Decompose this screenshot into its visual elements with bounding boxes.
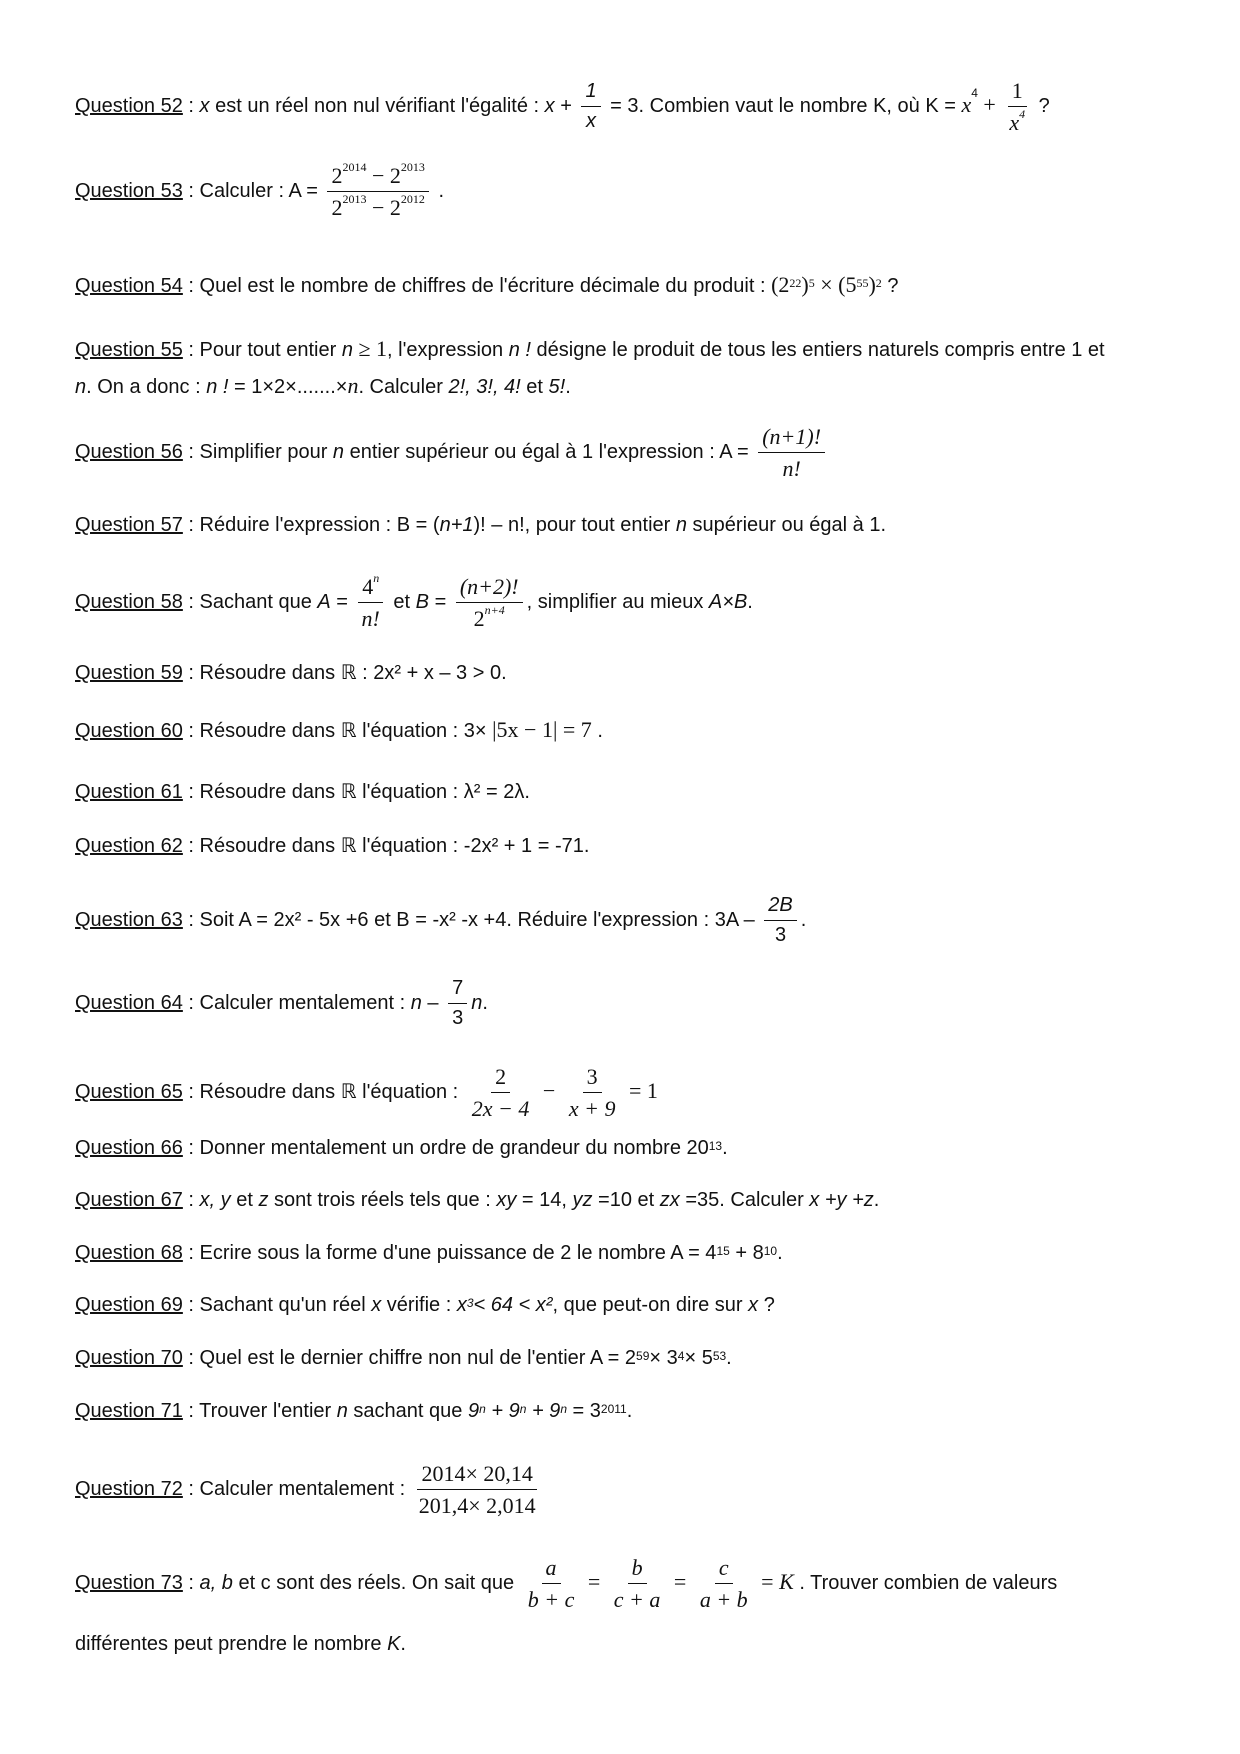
question-73: Question 73 : a, b et c sont des réels. On sait que $\frac{a}{b + c}$ = $\frac{b}{c + a}$ = $\frac{c}{a + b}$ = K . Trouver combien de valeurs différentes peut prendre le nombre K. xyxy=(75,1555,1058,1655)
question-56: Question 56 : Simplifier pour n entier supérieur ou égal à 1 l'expression : A = $\frac{(n+1)!}{n!}$ xyxy=(75,424,1180,482)
fraction: $\frac{a}{b + c}$ xyxy=(527,1555,575,1613)
question-71: Question 71 : Trouver l'entier n sachant que $9^n + 9^n + 9^n = 3^{2011}$. xyxy=(75,1400,633,1422)
question-label: Question 52 xyxy=(75,95,183,118)
question-label: Question 73 xyxy=(75,1572,183,1595)
question-label: Question 63 xyxy=(75,908,183,931)
question-72: Question 72 : Calculer mentalement : $\frac{2014\times 20,14}{201,4\times 2,014}$ xyxy=(75,1461,1180,1519)
question-label: Question 58 xyxy=(75,591,183,614)
question-label: Question 60 xyxy=(75,720,183,742)
question-label: Question 54 xyxy=(75,275,183,297)
question-label: Question 64 xyxy=(75,991,183,1014)
question-label: Question 72 xyxy=(75,1478,183,1501)
question-68: Question 68 : Ecrire sous la forme d'une puissance de 2 le nombre $A = 4^{15} + 8^{10}$. xyxy=(75,1242,783,1264)
fraction: $\frac{7}{3}$ xyxy=(448,977,467,1030)
question-60: Question 60 : Résoudre dans ℝ l'équation : 3× |5x − 1| = 7 . xyxy=(75,717,603,742)
fraction: $\frac{3}{x + 9}$ xyxy=(568,1064,616,1122)
question-label: Question 70 xyxy=(75,1347,183,1369)
question-52: Question 52 : x est un réel non nul vérifiant l'égalité : x + $\frac{1}{x}$ = 3. Combien vaut le nombre K, où $K = x^4$ + $\frac{1}{x^4}$ ? xyxy=(75,78,1050,136)
question-label: Question 71 xyxy=(75,1400,183,1422)
question-57: Question 57 : Réduire l'expression : B = (n+1)! – n!, pour tout entier n supérieur ou égal à 1. xyxy=(75,514,887,536)
question-64: Question 64 : Calculer mentalement : n – $\frac{7}{3}$ n. xyxy=(75,977,488,1029)
question-label: Question 53 xyxy=(75,180,183,203)
fraction: $\frac{(n+1)!}{n!}$ xyxy=(758,424,825,482)
fraction: $\frac{2B}{3}$ xyxy=(764,894,796,947)
question-label: Question 67 xyxy=(75,1189,183,1211)
question-63: Question 63 : Soit A = 2x² - 5x +6 et B = -x² -x +4. Réduire l'expression : 3A – $\frac{2B}{3}$ . xyxy=(75,894,807,946)
fraction: $\frac{2^{2014} - 2^{2013}}{2^{2013} - 2^{2012}}$ xyxy=(327,163,428,221)
question-label: Question 59 xyxy=(75,662,183,684)
question-label: Question 55 xyxy=(75,339,183,361)
question-label: Question 65 xyxy=(75,1081,183,1104)
fraction: $\frac{c}{a + b}$ xyxy=(699,1555,748,1613)
fraction: $\frac{2014\times 20,14}{201,4\times 2,014}$ xyxy=(418,1461,536,1519)
question-label: Question 61 xyxy=(75,781,183,803)
question-label: Question 62 xyxy=(75,835,183,857)
fraction: $\frac{1}{x}$ xyxy=(581,80,600,133)
question-67: Question 67 : x, y et z sont trois réels tels que : xy = 14, yz =10 et zx =35. Calculer x +y +z. xyxy=(75,1189,880,1211)
question-69: Question 69 : Sachant qu'un réel x vérifie : $x^3< 64 < x^2$, que peut-on dire sur x ? xyxy=(75,1294,775,1316)
question-53: Question 53 : Calculer : A = $\frac{2^{2014} - 2^{2013}}{2^{2013} - 2^{2012}}$ . xyxy=(75,160,445,221)
question-label: Question 68 xyxy=(75,1242,183,1264)
question-58: Question 58 : Sachant que A = $\frac{4^n}{n!}$ et B = $\frac{(n+2)!}{2^{n+4}}$ , simplifier au mieux A×B. xyxy=(75,571,753,632)
fraction: $\frac{2}{2x - 4}$ xyxy=(471,1064,530,1122)
question-54: Question 54 : Quel est le nombre de chiffres de l'écriture décimale du produit : $(2^{22})^5 \times (5^{55})^2$ ? xyxy=(75,272,899,297)
question-label: Question 69 xyxy=(75,1294,183,1316)
question-66: Question 66 : Donner mentalement un ordre de grandeur du nombre $20^{13}$. xyxy=(75,1137,728,1159)
question-70: Question 70 : Quel est le dernier chiffre non nul de l'entier $A = 2^{59}\times 3^4\times 5^{53}$. xyxy=(75,1347,732,1369)
question-62: Question 62 : Résoudre dans ℝ l'équation : -2x² + 1 = -71. xyxy=(75,835,590,857)
question-59: Question 59 : Résoudre dans ℝ : 2x² + x – 3 > 0. xyxy=(75,662,507,684)
question-55: Question 55 : Pour tout entier n ≥ 1, l'expression n ! désigne le produit de tous les entiers naturels compris entre 1 et n. On a donc : n ! = 1×2×.......×n. Calculer 2!, 3!, 4! et 5!. xyxy=(75,336,1105,398)
question-61: Question 61 : Résoudre dans ℝ l'équation : λ² = 2λ. xyxy=(75,781,530,803)
question-label: Question 57 xyxy=(75,514,183,536)
fraction: $\frac{4^n}{n!}$ xyxy=(358,574,384,632)
question-label: Question 66 xyxy=(75,1137,183,1159)
question-65: Question 65 : Résoudre dans ℝ l'équation : $\frac{2}{2x - 4}$ − $\frac{3}{x + 9}$ = 1 xyxy=(75,1064,658,1122)
fraction: $\frac{b}{c + a}$ xyxy=(613,1555,661,1613)
fraction: $\frac{(n+2)!}{2^{n+4}}$ xyxy=(456,574,523,632)
question-label: Question 56 xyxy=(75,441,183,464)
fraction: $\frac{1}{x^4}$ xyxy=(1009,78,1026,136)
